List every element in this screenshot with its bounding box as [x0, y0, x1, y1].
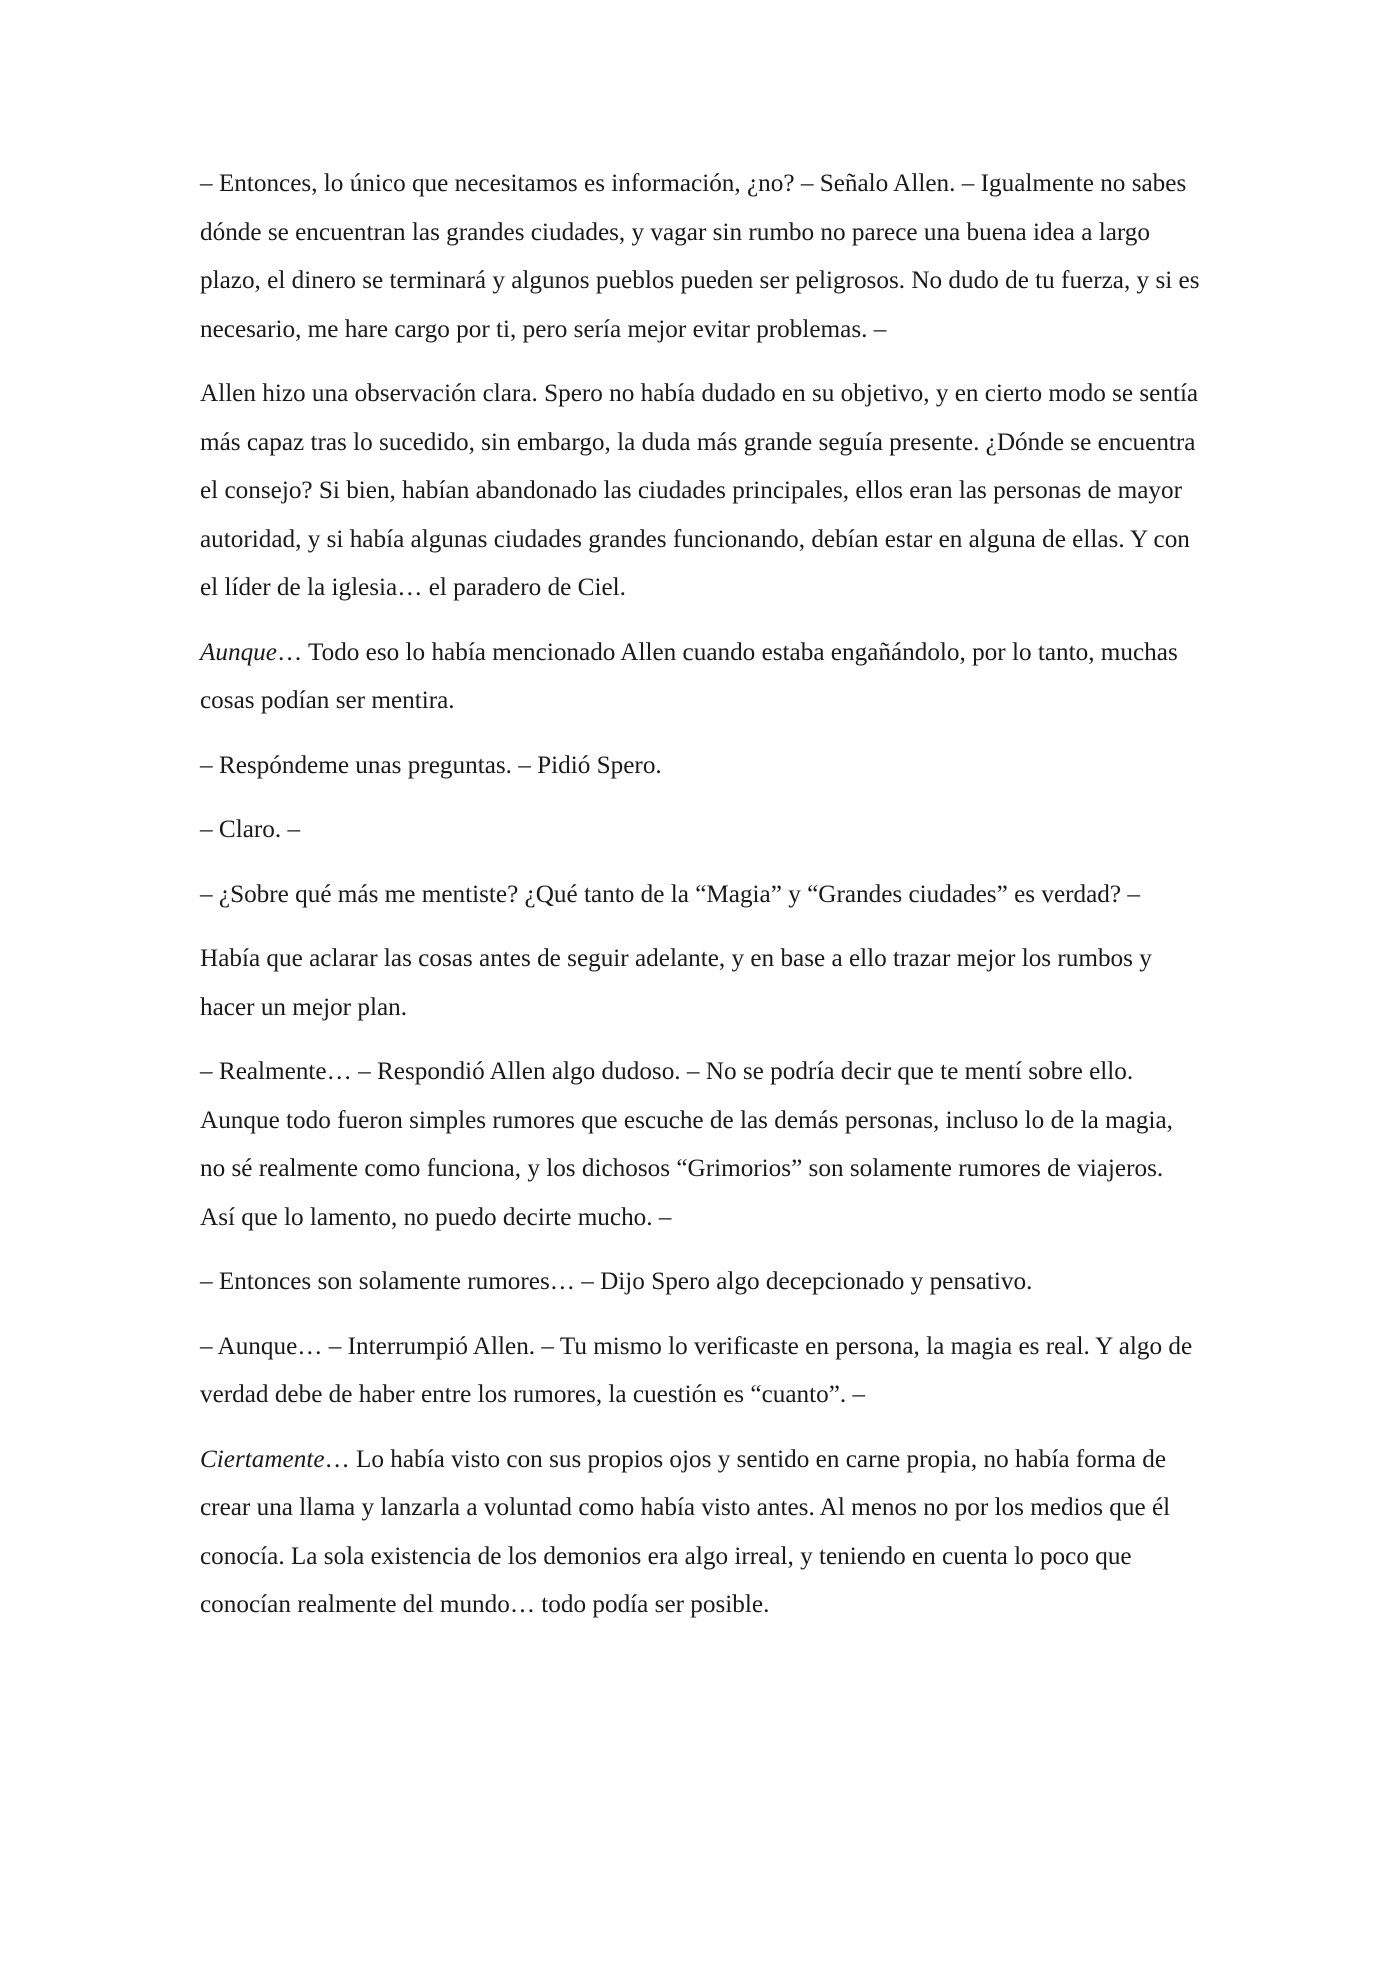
- paragraph: – Claro. –: [200, 816, 301, 843]
- paragraph: – Entonces son solamente rumores… – Dijo Spero algo decepcionado y pensativo.: [200, 1268, 1033, 1295]
- paragraph: – Aunque… – Interrumpió Allen. – Tu mismo lo verificaste en persona, la magia es real. Y algo de verdad debe de haber entre los rumores, la cuestión es “cuanto”. –: [200, 1332, 1193, 1408]
- paragraph: – ¿Sobre qué más me mentiste? ¿Qué tanto de la “Magia” y “Grandes ciudades” es verdad? –: [200, 880, 1140, 908]
- paragraph: [200, 1436, 1200, 1630]
- italic-phrase: Ciertamente: [200, 1445, 325, 1473]
- paragraph: – Realmente… – Respondió Allen algo dudoso. – No se podría decir que te mentí sobre ello. Aunque todo fueron simples rumores que escuche de las demás personas, incluso lo de la magia, no sé realmente como funciona, y los dichosos “Grimorios” son solamente rumores de viajeros. Así que lo lamento, no puedo decirte mucho. –: [200, 1058, 1173, 1231]
- paragraph: – Entonces, lo único que necesitamos es información, ¿no? – Señalo Allen. – Igualmente no sabes dónde se encuentran las grandes ciudades, y vagar sin rumbo no parece una buena idea a largo plazo, el dinero se terminará y algunos pueblos pueden ser peligrosos. No dudo de tu fuerza, y si es necesario, me hare cargo por ti, pero sería mejor evitar problemas. –: [200, 170, 1200, 343]
- italic-phrase: Aunque: [200, 638, 277, 666]
- paragraph: [200, 629, 1200, 726]
- paragraph: Había que aclarar las cosas antes de seguir adelante, y en base a ello trazar mejor los rumbos y hacer un mejor plan.: [200, 945, 1152, 1021]
- document-body: [200, 160, 1200, 1646]
- ellipsis: …: [276, 638, 303, 666]
- paragraph: Allen hizo una observación clara. Spero no había dudado en su objetivo, y en cierto modo se sentía más capaz tras lo sucedido, sin embargo, la duda más grande seguía presente. ¿Dónde se encuentra el consejo? Si bien, habían abandonado las ciudades principales, ellos eran las personas de mayor autoridad, y si había algunas ciudades grandes funcionando, debían estar en alguna de ellas. Y con el líder de la iglesia… el paradero de Ciel.: [200, 380, 1199, 601]
- ellipsis: …: [324, 1445, 350, 1473]
- paragraph-text: Todo eso lo había mencionado Allen cuando estaba engañándolo, por lo tanto, muchas cosas podían ser mentira.: [200, 638, 1178, 714]
- paragraph-text: Lo había visto con sus propios ojos y sentido en carne propia, no había forma de crear una llama y lanzarla a voluntad como había visto antes. Al menos no por los medios que él conocía. La sola existencia de los demonios era algo irreal, y teniendo en cuenta lo poco que conocían realmente del mundo… todo podía ser posible.: [200, 1445, 1171, 1618]
- paragraph: – Respóndeme unas preguntas. – Pidió Spero.: [200, 751, 662, 779]
